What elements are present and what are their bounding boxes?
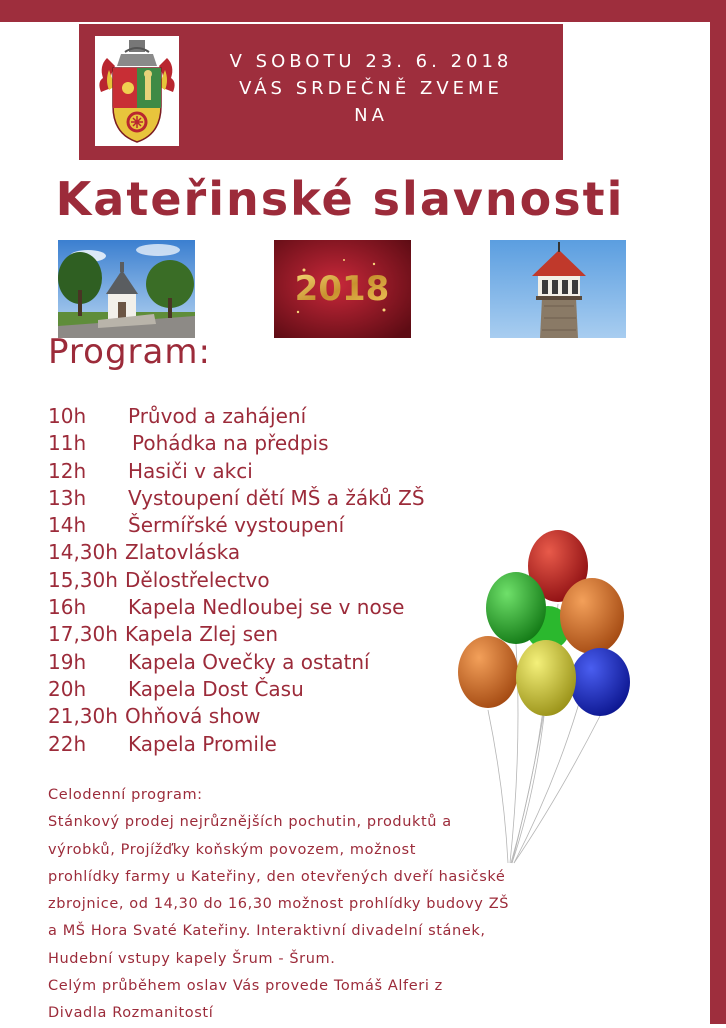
program-time: 14h — [48, 513, 87, 538]
program-activity: Kapela Dost Času — [128, 676, 304, 701]
program-item — [48, 568, 508, 595]
program-item — [48, 732, 508, 759]
lookout-tower-photo — [490, 240, 626, 338]
program-item — [48, 622, 508, 649]
program-time: 19h — [48, 649, 87, 674]
program-time: 10h — [48, 404, 87, 428]
program-item — [48, 459, 508, 486]
invitation-date: V SOBOTU 23. 6. 2018 — [229, 51, 513, 72]
program-activity: Kapela Ovečky a ostatní — [128, 649, 370, 674]
year-badge-text: 2018 — [294, 269, 390, 309]
program-time: 22h — [48, 731, 87, 756]
all-day-line: Celým průběhem oslav Vás provede Tomáš Alferi z — [48, 978, 443, 995]
chapel-photo — [58, 240, 195, 338]
all-day-line: Hudební vstupy kapely Šrum - Šrum. — [48, 950, 336, 967]
program-activity: Šermířské vystoupení — [128, 513, 345, 538]
all-day-line: a MŠ Hora Svaté Kateřiny. Interaktivní divadelní stánek, — [48, 923, 486, 940]
program-item — [48, 677, 508, 704]
program-activity: Zlatovláska — [125, 540, 241, 565]
frame-top-bar — [0, 0, 726, 22]
program-list — [48, 404, 508, 759]
all-day-heading: Celodenní program: — [48, 787, 203, 803]
program-heading: Program: — [48, 332, 211, 372]
all-day-line: zbrojnice, od 14,30 do 16,30 možnost prohlídky budovy ZŠ — [48, 896, 510, 913]
all-day-line: prohlídky farmy u Kateřiny, den otevřených dveří hasičské — [48, 868, 506, 885]
all-day-program — [48, 782, 608, 1028]
invitation-greeting: VÁS SRDEČNĚ ZVEME — [239, 78, 503, 99]
program-time: 14,30h — [48, 540, 118, 565]
year-2018-image — [274, 240, 411, 338]
program-activity: Kapela Promile — [128, 731, 277, 756]
program-time: 20h — [48, 676, 87, 701]
program-activity: Pohádka na předpis — [132, 431, 329, 456]
invitation-na: NA — [354, 105, 388, 126]
program-item — [48, 513, 508, 540]
program-time: 11h — [48, 431, 87, 456]
program-item — [48, 540, 508, 567]
program-time: 16h — [48, 595, 87, 620]
program-item — [48, 595, 508, 622]
all-day-line: Stánkový prodej nejrůznějších pochutin, produktů a — [48, 814, 452, 831]
program-activity: Průvod a zahájení — [128, 404, 307, 428]
program-item — [48, 431, 508, 458]
all-day-line: Divadla Rozmanitostí — [48, 1005, 214, 1022]
program-time: 15,30h — [48, 567, 118, 592]
program-activity: Vystoupení dětí MŠ a žáků ZŠ — [128, 485, 425, 510]
program-item — [48, 650, 508, 677]
program-activity: Hasiči v akci — [128, 458, 253, 483]
program-time: 17,30h — [48, 622, 118, 647]
program-activity: Ohňová show — [125, 704, 261, 729]
program-item — [48, 704, 508, 731]
program-activity: Kapela Nedloubej se v nose — [128, 595, 405, 620]
coat-of-arms-icon — [95, 36, 179, 146]
program-time: 12h — [48, 458, 87, 483]
program-time: 21,30h — [48, 704, 118, 729]
all-day-line: výrobků, Projížďky koňským povozem, možnost — [48, 841, 416, 858]
event-title: Kateřinské slavnosti — [55, 172, 625, 226]
program-item — [48, 486, 508, 513]
program-item — [48, 404, 508, 431]
invitation-text — [186, 48, 556, 129]
frame-right-bar — [710, 0, 726, 1024]
program-time: 13h — [48, 485, 87, 510]
program-activity: Dělostřelectvo — [125, 567, 270, 592]
program-activity: Kapela Zlej sen — [125, 622, 279, 647]
